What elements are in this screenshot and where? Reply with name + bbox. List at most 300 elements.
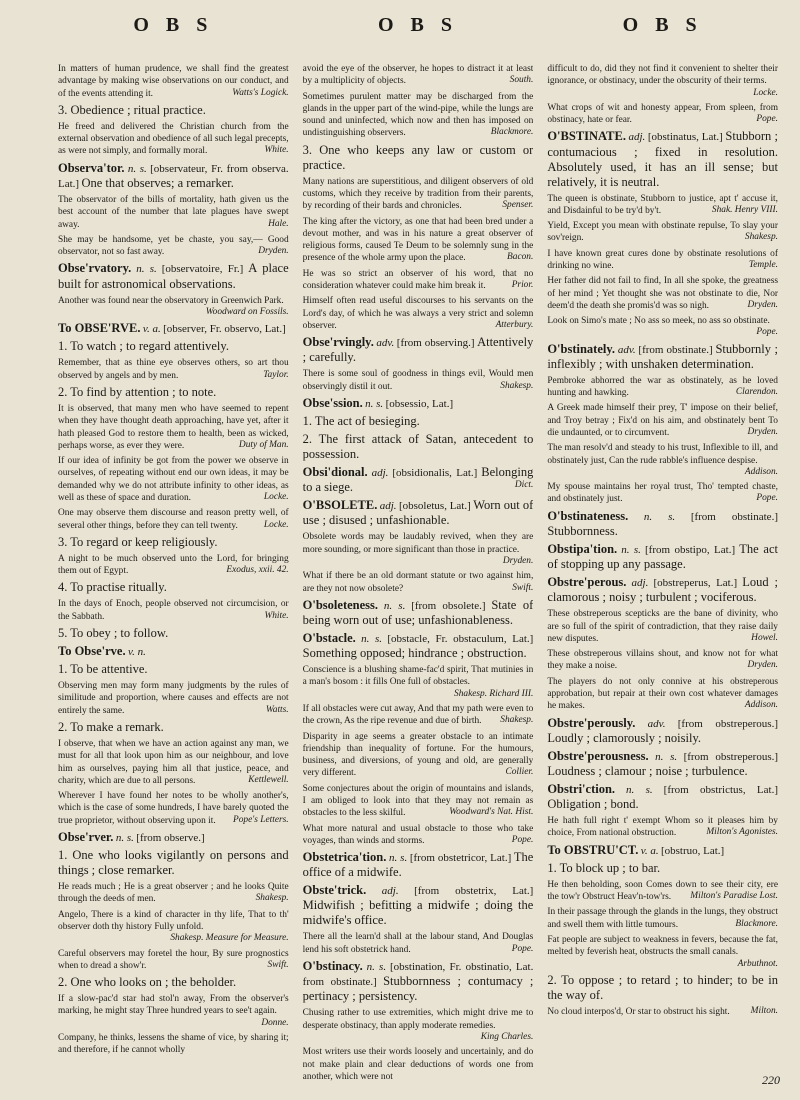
sense-text: 1. To be attentive. bbox=[58, 662, 148, 677]
dictionary-entry bbox=[547, 129, 778, 189]
quotation-text: Conscience is a blushing shame-fac'd spirit, That mutinies in a man's bosom : it fills One full of obstacles. bbox=[302, 665, 534, 688]
etymology: [obsoletus, Lat.] bbox=[398, 500, 471, 513]
citation: Blackmore. bbox=[735, 918, 778, 929]
quotation bbox=[58, 507, 289, 532]
column-3 bbox=[547, 63, 778, 1093]
quotation bbox=[58, 881, 289, 906]
dictionary-entry bbox=[303, 498, 534, 528]
quotation bbox=[58, 790, 289, 827]
quotation-text: The observator of the bills of mortality, hath given us the best account of the number that late plagues have swept away. bbox=[58, 195, 289, 230]
quotation bbox=[547, 315, 778, 339]
sense-text: 2. The first attack of Satan, antecedent to possession. bbox=[302, 432, 534, 461]
citation: Exodus, xxii. 42. bbox=[226, 565, 289, 576]
quotation bbox=[547, 220, 778, 245]
etymology: [obstination, Fr. obstinatio, Lat. from obstinate.] bbox=[302, 961, 534, 989]
citation: Locke. bbox=[263, 491, 289, 502]
citation: Woodward's Nat. Hist. bbox=[449, 807, 534, 818]
quotation bbox=[58, 121, 289, 158]
quotation bbox=[303, 63, 534, 88]
definition: A place built for astronomical observations. bbox=[58, 261, 289, 291]
citation: Taylor. bbox=[263, 369, 289, 380]
part-of-speech: n. s. bbox=[643, 510, 676, 523]
quotation bbox=[547, 934, 778, 970]
etymology: [observatoire, Fr.] bbox=[161, 263, 244, 276]
citation: Donne. bbox=[261, 1017, 289, 1028]
quotation bbox=[303, 570, 534, 595]
quotation bbox=[547, 63, 778, 99]
headword: Obstipa'tion. bbox=[547, 541, 618, 556]
etymology: [from obstinate.] bbox=[638, 343, 713, 356]
running-header-center: O B S bbox=[377, 14, 458, 36]
definition: Something opposed; hindrance ; obstruction. bbox=[302, 646, 527, 661]
citation: Shakesp. Richard III. bbox=[454, 688, 534, 699]
quotation bbox=[547, 815, 778, 840]
citation: Dryden. bbox=[747, 427, 778, 437]
part-of-speech: adj. bbox=[628, 131, 646, 144]
citation: Blackmore. bbox=[490, 127, 534, 138]
quotation bbox=[58, 598, 289, 623]
part-of-speech: n. s. bbox=[127, 162, 147, 175]
quotation bbox=[547, 248, 778, 273]
quotation-text: difficult to do, did they not find it convenient to shelter their ignorance, or obstinacy, under the obscurity of their terms. bbox=[547, 64, 778, 87]
quotation bbox=[303, 368, 534, 393]
quotation bbox=[547, 1006, 778, 1018]
sense-line bbox=[58, 662, 289, 677]
part-of-speech: n. s. bbox=[383, 599, 406, 612]
citation: Watts. bbox=[265, 704, 289, 715]
column-1 bbox=[58, 63, 289, 1093]
etymology: [from obstreperous.] bbox=[683, 750, 778, 763]
citation: Dryden. bbox=[258, 246, 289, 257]
quotation-text: avoid the eye of the observer, he hopes to distract it at least by a multiplicity of objects. bbox=[302, 64, 534, 87]
quotation-text: These obstreperous villains shout, and know not for what they make a noise. bbox=[547, 649, 778, 672]
sense-text: 1. To block up ; to bar. bbox=[547, 860, 661, 875]
headword: Obstetrica'tion. bbox=[302, 850, 387, 865]
dictionary-entry bbox=[303, 959, 534, 1004]
citation: Dryden. bbox=[747, 660, 778, 671]
citation: Dryden. bbox=[502, 555, 534, 566]
sense-text: 1. One who looks vigilantly on persons and things ; close remarker. bbox=[58, 848, 289, 878]
quotation-text: These obstreperous scepticks are the bane of divinity, who are so full of the spirit of contradiction, that they raise daily new disputes. bbox=[547, 609, 778, 644]
etymology: [obsessio, Lat.] bbox=[385, 397, 454, 410]
headword: O'BSOLETE. bbox=[302, 498, 378, 513]
quotation-text: Most writers use their words loosely and uncertainly, and do not make plain and clear deductions of words one from another, which were not bbox=[302, 1047, 534, 1082]
quotation bbox=[58, 403, 289, 452]
sense-line bbox=[547, 861, 778, 876]
dictionary-entry bbox=[58, 261, 289, 291]
dictionary-entry bbox=[58, 161, 289, 191]
dictionary-entry bbox=[303, 598, 534, 628]
citation: Shakesp. Measure for Measure. bbox=[170, 933, 289, 944]
quotation-text: It is observed, that many men who have seemed to repent when they have thought death approaching, have yet, after it hath pleased God to restore them to health, been as wicked, perhaps worse, as ever they were. bbox=[58, 403, 289, 451]
sense-text: 2. To find by attention ; to note. bbox=[58, 384, 217, 399]
definition: Stubbornness ; contumacy ; pertinacy ; persistency. bbox=[302, 974, 534, 1004]
dictionary-entry bbox=[547, 509, 778, 539]
quotation-text: He freed and delivered the Christian church from the external observation and obedience of all such legal precepts, as were not simply, and formally moral. bbox=[58, 121, 289, 157]
quotation bbox=[303, 1046, 534, 1083]
part-of-speech: n. s. bbox=[626, 783, 653, 796]
dictionary-entry bbox=[303, 465, 534, 495]
quotation bbox=[547, 275, 778, 312]
sense-text: 5. To obey ; to follow. bbox=[58, 625, 169, 640]
part-of-speech: n. s. bbox=[365, 397, 384, 410]
headword: Obstri'ction. bbox=[547, 781, 616, 796]
quotation bbox=[58, 194, 289, 231]
sense-text: 3. One who keeps any law or custom or practice. bbox=[302, 142, 534, 172]
quotation bbox=[303, 783, 534, 820]
citation: Kettlewell. bbox=[248, 774, 289, 785]
quotation-text: Look on Simo's mate ; No ass so meek, no ass so obstinate. bbox=[547, 316, 770, 327]
sense-text: 2. To oppose ; to retard ; to hinder; to be in the way of. bbox=[547, 972, 778, 1002]
quotation-text: If all obstacles were cut away, And that my path were even to the crown, As the ripe revenue and due of birth. bbox=[302, 704, 534, 727]
etymology: [observer, Fr. observo, Lat.] bbox=[163, 323, 286, 336]
quotation bbox=[58, 993, 289, 1029]
quotation bbox=[303, 91, 534, 140]
sense-line bbox=[58, 339, 289, 354]
headword: Obsi'dional. bbox=[302, 465, 368, 479]
quotation-text: Fat people are subject to weakness in fevers, because the fat, melted by feverish heat, obstructs the small canals. bbox=[547, 934, 778, 958]
citation: Milton. bbox=[750, 1005, 778, 1016]
headword: O'bstacle. bbox=[302, 630, 356, 645]
running-header-left: O B S bbox=[133, 14, 214, 36]
sense-text: 1. The act of besieging. bbox=[302, 414, 420, 428]
citation: Shak. Henry VIII. bbox=[711, 204, 778, 215]
sense-text: 3. Obedience ; ritual practice. bbox=[58, 102, 206, 117]
sense-line bbox=[58, 720, 289, 735]
citation: Spenser. bbox=[502, 200, 534, 211]
headword: O'bsoleteness. bbox=[302, 597, 379, 612]
headword: To OBSE'RVE. bbox=[58, 321, 141, 336]
etymology: [obstreperus, Lat.] bbox=[653, 577, 738, 590]
quotation-text: Some conjectures about the origin of mountains and islands, I am obliged to look into that they may not remain as obstacles to the less skilful. bbox=[302, 783, 534, 819]
part-of-speech: n. s. bbox=[621, 543, 641, 556]
part-of-speech: n. s. bbox=[655, 750, 678, 763]
citation: Prior. bbox=[511, 279, 534, 290]
part-of-speech: adj. bbox=[631, 577, 649, 590]
quotation-text: The players do not only connive at his obstreperous approbation, but repair at their own cost whatever damages he makes. bbox=[547, 676, 778, 712]
definition: Loudly ; clamorously ; noisily. bbox=[547, 730, 702, 745]
definition: Stubbornly ; inflexibly ; with unshaken determination. bbox=[547, 341, 778, 371]
dictionary-entry bbox=[547, 342, 778, 372]
etymology: [from observing.] bbox=[396, 337, 475, 350]
citation: Shakesp. bbox=[255, 893, 289, 904]
headword: Obste'trick. bbox=[302, 883, 367, 898]
etymology: [obstacle, Fr. obstaculum, Lat.] bbox=[387, 632, 534, 645]
definition: Worn out of use ; disused ; unfashionable. bbox=[302, 498, 534, 528]
quotation bbox=[547, 906, 778, 931]
quotation bbox=[547, 879, 778, 904]
sense-line bbox=[58, 385, 289, 400]
citation: Locke. bbox=[263, 519, 289, 530]
citation: Pope. bbox=[756, 114, 778, 125]
quotation-text: If our idea of infinity be got from the power we observe in ourselves, of repeating without end our own ideas, it may be demanded why we do not attribute infinity to other ideas, as well as these of space and duration. bbox=[58, 456, 289, 503]
quotation-text: My spouse maintains her royal trust, Tho' tempted chaste, and obstinately just. bbox=[547, 482, 778, 505]
part-of-speech: v. a. bbox=[640, 844, 659, 857]
running-header-right: O B S bbox=[622, 14, 703, 36]
citation: Addison. bbox=[744, 700, 778, 711]
quotation-text: A Greek made himself their prey, T' impose on their belief, and Troy betray ; Fix'd on his aim, and obstinately bent To die undaunted, or to circumvent. bbox=[547, 403, 778, 438]
citation: Watts's Logick. bbox=[232, 87, 289, 98]
citation: Duty of Man. bbox=[238, 439, 289, 450]
citation: White. bbox=[264, 610, 289, 621]
etymology: [observateur, Fr. from observa. Lat.] bbox=[58, 162, 289, 190]
dictionary-entry bbox=[303, 335, 534, 365]
citation: Addison. bbox=[744, 466, 778, 477]
sense-line bbox=[303, 143, 534, 173]
definition: Attentively ; carefully. bbox=[302, 335, 534, 365]
citation: Shakesp. bbox=[500, 380, 534, 391]
sense-line bbox=[58, 848, 289, 878]
part-of-speech: adj. bbox=[379, 500, 397, 513]
quotation-text: I have known great cures done by obstinate resolutions of drinking no wine. bbox=[547, 248, 778, 271]
sense-line bbox=[303, 414, 534, 429]
quotation bbox=[547, 442, 778, 478]
definition: Loudness ; clamour ; noise ; turbulence. bbox=[547, 763, 748, 778]
headword: Obstre'perously. bbox=[547, 715, 636, 730]
definition: Obligation ; bond. bbox=[547, 797, 639, 812]
quotation bbox=[303, 1007, 534, 1043]
headword: O'bstinateness. bbox=[547, 508, 629, 523]
quotation-text: The man resolv'd and steady to his trust, Inflexible to ill, and obstinately just, Can the rude rabble's influence despise. bbox=[547, 443, 778, 466]
citation: Dict. bbox=[514, 480, 534, 491]
citation: Swift. bbox=[267, 959, 289, 970]
sense-text: 2. One who looks on ; the beholder. bbox=[58, 975, 237, 990]
dictionary-entry bbox=[303, 631, 534, 661]
etymology: [obsidionalis, Lat.] bbox=[392, 467, 478, 479]
quotation-text: Careful observers may foretel the hour, By sure prognostics when to dread a show'r. bbox=[58, 948, 289, 971]
citation: Atterbury. bbox=[495, 319, 534, 330]
dictionary-entry bbox=[58, 830, 289, 845]
quotation-text: What crops of wit and honesty appear, From spleen, from obstinacy, hate or fear. bbox=[547, 102, 778, 126]
sense-text: 1. To watch ; to regard attentively. bbox=[58, 339, 229, 354]
quotation bbox=[303, 268, 534, 293]
part-of-speech: adv. bbox=[376, 337, 395, 350]
definition: Loud ; clamorous ; noisy ; turbulent ; vociferous. bbox=[547, 575, 778, 605]
part-of-speech: adv. bbox=[647, 717, 666, 730]
definition: Stubborn ; contumacious ; fixed in resolution. Absolutely used, it has an ill sense; but relatively, it is neutral. bbox=[547, 129, 778, 189]
quotation-text: Wherever I have found her notes to be wholly another's, which is the case of some hundreds, I have barely quoted the true proprietor, without observing upon it. bbox=[58, 791, 289, 826]
quotation bbox=[58, 234, 289, 259]
quotation-text: The king after the victory, as one that had been bred under a devout mother, and was in his nature a great observer of religious forms, caused Te Deum to be solemnly sung in the presence of the whole army upon the place. bbox=[302, 216, 534, 264]
part-of-speech: adj. bbox=[371, 467, 389, 479]
quotation-text: Sometimes purulent matter may be discharged from the glands in the upper part of the wind-pipe, while the lungs are sound and uninfected, which now and then has imposed on undistinguishing observers. bbox=[302, 91, 534, 139]
headword: Obse'rver. bbox=[58, 829, 114, 844]
definition: The act of stopping up any passage. bbox=[547, 541, 778, 572]
part-of-speech: adv. bbox=[617, 343, 636, 356]
quotation bbox=[303, 295, 534, 332]
quotation bbox=[547, 193, 778, 218]
headword: O'bstinacy. bbox=[302, 959, 363, 974]
definition: Midwifish ; befitting a midwife ; doing the midwife's office. bbox=[302, 898, 534, 928]
quotation-text: In their passage through the glands in the lungs, they obstruct and swell them with little tumours. bbox=[547, 907, 778, 930]
quotation bbox=[58, 455, 289, 504]
quotation-text: In the days of Enoch, people observed not circumcision, or the Sabbath. bbox=[58, 599, 289, 622]
definition: Stubbornness. bbox=[547, 523, 618, 538]
quotation-text: She may be handsome, yet be chaste, you say,— Good observator, not so fast away. bbox=[58, 234, 289, 258]
quotation bbox=[547, 481, 778, 506]
citation: Pope. bbox=[511, 943, 534, 954]
quotation bbox=[303, 664, 534, 700]
headword: Obstre'perous. bbox=[547, 575, 627, 590]
quotation-text: There is some soul of goodness in things evil, Would men observingly distil it out. bbox=[302, 369, 534, 392]
citation: Arbuthnot. bbox=[737, 958, 778, 969]
citation: Pope. bbox=[756, 327, 778, 338]
quotation-text: In matters of human prudence, we shall find the greatest advantage by making wise observations on our conduct, and of the events attending it. bbox=[58, 64, 289, 99]
quotation-text: He reads much ; He is a great observer ; and he looks Quite through the deeds of men. bbox=[58, 882, 289, 905]
text-columns bbox=[58, 63, 778, 1093]
etymology: [from observe.] bbox=[136, 831, 205, 844]
quotation-text: Angelo, There is a kind of character in thy life, That to th' observer doth thy history Fully unfold. bbox=[58, 909, 289, 932]
quotation-text: A night to be much observed unto the Lord, for bringing them out of Egypt. bbox=[58, 553, 289, 577]
quotation-text: Observing men may form many judgments by the rules of similitude and proportion, where causes and effects are not entirely the same. bbox=[58, 681, 289, 716]
quotation-text: There all the learn'd shall at the labour stand, And Douglas lend his soft obstetrick hand. bbox=[302, 932, 534, 955]
quotation bbox=[547, 375, 778, 400]
quotation-text: Remember, that as thine eye observes others, so art thou observed by angels and by men. bbox=[58, 358, 289, 381]
quotation-text: What more natural and usual obstacle to those who take voyages, than winds and storms. bbox=[302, 823, 534, 846]
dictionary-entry bbox=[547, 575, 778, 605]
citation: White. bbox=[264, 145, 289, 156]
dictionary-entry bbox=[303, 883, 534, 928]
quotation-text: The queen is obstinate, Stubborn to justice, apt t' accuse it, and Disdainful to be try'd by't. bbox=[547, 193, 778, 216]
dictionary-entry bbox=[547, 782, 778, 812]
headword: To Obse'rve. bbox=[58, 643, 126, 658]
quotation-text: He then beholding, soon Comes down to see their city, ere the tow'r Obstruct Heav'n-tow'rs. bbox=[547, 879, 778, 903]
part-of-speech: v. n. bbox=[128, 645, 146, 658]
quotation-text: Disparity in age seems a greater obstacle to an intimate friendship than inequality of fortune. For the humours, business, and diversions, of young and old, are generally very different. bbox=[302, 731, 534, 779]
citation: Pope. bbox=[511, 834, 534, 845]
quotation-text: He hath full right t' exempt Whom so it pleases him by choice, From national obstruction. bbox=[547, 816, 778, 839]
part-of-speech: n. s. bbox=[388, 852, 408, 865]
quotation bbox=[58, 357, 289, 382]
part-of-speech: v. a. bbox=[142, 323, 161, 336]
sense-line bbox=[58, 580, 289, 595]
headword: Observa'tor. bbox=[58, 160, 125, 175]
citation: South. bbox=[509, 75, 534, 86]
quotation-text: Company, he thinks, lessens the shame of vice, by sharing it; and therefore, if he cannot wholly bbox=[58, 1032, 289, 1056]
quotation bbox=[58, 738, 289, 787]
quotation bbox=[547, 402, 778, 439]
dictionary-entry bbox=[547, 542, 778, 572]
etymology: [obstinatus, Lat.] bbox=[647, 131, 723, 144]
etymology: [from obstetricor, Lat.] bbox=[409, 852, 512, 865]
citation: Temple. bbox=[748, 260, 778, 270]
quotation-text: I observe, that when we have an action against any man, we must for all that look upon him as our neighbour, and love him as ourselves, paying him all that justice, peace, and charity, which are due to all persons. bbox=[58, 738, 289, 786]
sense-text: 4. To practise ritually. bbox=[58, 580, 167, 595]
citation: Milton's Paradise Lost. bbox=[690, 891, 778, 902]
quotation bbox=[303, 931, 534, 956]
sense-line bbox=[547, 973, 778, 1003]
quotation bbox=[303, 823, 534, 848]
quotation-text: Pembroke abhorred the war as obstinately, as he loved hunting and hawking. bbox=[547, 375, 778, 399]
etymology: [obstruo, Lat.] bbox=[660, 844, 725, 857]
citation: Locke. bbox=[753, 87, 778, 98]
dictionary-entry bbox=[303, 850, 534, 880]
citation: Dryden. bbox=[747, 299, 778, 310]
quotation-text: No cloud interpos'd, Or star to obstruct his sight. bbox=[547, 1006, 730, 1017]
citation: Pope's Letters. bbox=[233, 814, 289, 825]
quotation bbox=[547, 102, 778, 127]
quotation bbox=[303, 216, 534, 265]
citation: Milton's Agonistes. bbox=[706, 827, 778, 838]
part-of-speech: n. s. bbox=[136, 263, 157, 276]
quotation-text: One may observe them discourse and reason pretty well, of several other things, before they can tell twenty. bbox=[58, 508, 289, 531]
headword: Obstre'perousness. bbox=[547, 748, 649, 763]
etymology: [from obstinate.] bbox=[690, 510, 778, 523]
dictionary-entry bbox=[547, 716, 778, 746]
running-headers bbox=[58, 14, 778, 37]
citation: Pope. bbox=[756, 493, 778, 504]
etymology: [from obstrictus, Lat.] bbox=[663, 783, 778, 796]
definition: The office of a midwife. bbox=[302, 850, 534, 880]
sense-line bbox=[58, 626, 289, 641]
page-number: 220 bbox=[762, 1073, 780, 1087]
dictionary-entry bbox=[547, 843, 778, 858]
citation: Hale. bbox=[268, 218, 289, 229]
citation: Howel. bbox=[751, 632, 778, 643]
citation: King Charles. bbox=[480, 1031, 534, 1042]
quotation bbox=[303, 531, 534, 567]
quotation-text: Yield, Except you mean with obstinate repulse, To slay your sov'reign. bbox=[547, 221, 778, 244]
etymology: [from obstetrix, Lat.] bbox=[414, 885, 534, 898]
column-2 bbox=[303, 63, 534, 1093]
definition: Belonging to a siege. bbox=[302, 465, 534, 495]
definition: One that observes; a remarker. bbox=[81, 175, 234, 190]
sense-line bbox=[58, 535, 289, 550]
quotation bbox=[58, 948, 289, 973]
part-of-speech: adj. bbox=[381, 885, 399, 898]
part-of-speech: n. s. bbox=[366, 961, 387, 974]
quotation-text: What if there be an old dormant statute or two against him, are they not now obsolete? bbox=[302, 571, 534, 594]
quotation bbox=[303, 703, 534, 728]
quotation bbox=[58, 909, 289, 945]
quotation-text: Another was found near the observatory in Greenwich Park. bbox=[58, 295, 284, 306]
headword: O'bstinately. bbox=[547, 341, 616, 356]
sense-line bbox=[58, 103, 289, 118]
quotation bbox=[58, 1032, 289, 1057]
part-of-speech: n. s. bbox=[115, 831, 134, 844]
quotation bbox=[547, 676, 778, 713]
quotation bbox=[547, 648, 778, 673]
sense-line bbox=[58, 975, 289, 990]
etymology: [from obsolete.] bbox=[411, 599, 486, 612]
dictionary-entry bbox=[58, 321, 289, 336]
quotation-text: He was so strict an observer of his word, that no consideration whatever could make him break it. bbox=[302, 268, 534, 291]
quotation bbox=[303, 176, 534, 213]
citation: Collier. bbox=[505, 767, 534, 778]
headword: Obse'rvingly. bbox=[302, 335, 374, 350]
citation: Shakesp. bbox=[500, 715, 534, 726]
quotation bbox=[58, 553, 289, 578]
quotation bbox=[58, 63, 289, 100]
headword: Obse'rvatory. bbox=[58, 261, 132, 276]
quotation bbox=[303, 731, 534, 780]
quotation-text: Himself often read useful discourses to his servants on the Lord's day, of which he was always a very strict and solemn observer. bbox=[302, 296, 534, 331]
quotation bbox=[547, 608, 778, 645]
quotation-text: Chusing rather to use extremities, which might drive me to desperate obstinacy, than apply moderate remedies. bbox=[302, 1008, 534, 1031]
quotation-text: Many nations are superstitious, and diligent observers of old customs, which they receive by tradition from their parents, by recording of their bards and chronicles. bbox=[302, 176, 534, 212]
dictionary-entry bbox=[303, 396, 534, 411]
citation: Swift. bbox=[512, 582, 534, 593]
quotation-text: If a slow-pac'd star had stol'n away, From the observer's marking, he might stay Three hundred years to see't again. bbox=[58, 994, 289, 1017]
headword: Obse'ssion. bbox=[302, 395, 363, 410]
sense-line bbox=[303, 432, 534, 462]
etymology: [from obstipo, Lat.] bbox=[645, 543, 736, 556]
citation: Shakesp. bbox=[744, 232, 778, 243]
sense-text: 3. To regard or keep religiously. bbox=[58, 534, 218, 549]
citation: Clarendon. bbox=[735, 387, 778, 398]
quotation bbox=[58, 680, 289, 717]
dictionary-entry bbox=[547, 749, 778, 779]
